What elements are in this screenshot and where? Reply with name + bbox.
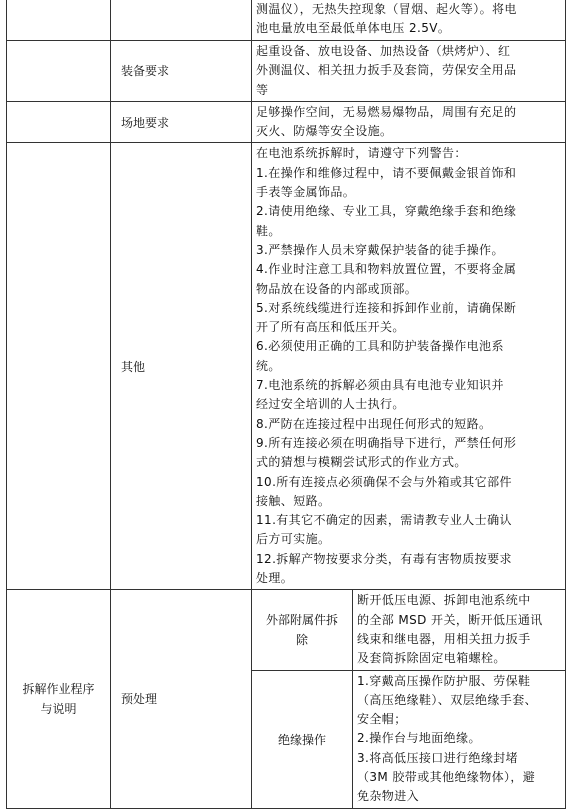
text-line: 外部附属件拆 (265, 612, 338, 627)
pretreatment-label: 预处理 (111, 590, 252, 808)
text-line: 11.有其它不确定的因素，需请教专业人士确认 (256, 513, 512, 528)
table-cell (111, 0, 252, 41)
text-line: 接触、短路。 (256, 493, 331, 508)
text-line: 灭火、防爆等安全设施。 (256, 124, 393, 139)
text-line: 足够操作空间，无易燃易爆物品，周围有充足的 (256, 104, 517, 119)
text-line: 手表等金属饰品。 (256, 185, 356, 200)
site-label: 场地要求 (111, 101, 252, 143)
text-line: 10.所有连接点必须确保不会与外箱或其它部件 (256, 474, 512, 489)
text-line: 4.作业时注意工具和物料放置位置，不要将金属 (256, 262, 517, 277)
text-line: 3.将高低压接口进行绝缘封堵 (357, 750, 519, 765)
text-line: 线束和继电器，用相关扭力扳手 (357, 631, 531, 646)
text-line: 的全部 MSD 开关，断开低压通讯 (357, 612, 543, 627)
text-line: 7.电池系统的拆解必须由具有电池专业知识并 (256, 378, 504, 393)
table-row (7, 41, 566, 102)
text-line: 起重设备、放电设备、加热设备（烘烤炉）、红 (256, 44, 511, 58)
text-line: 2.请使用绝缘、专业工具，穿戴绝缘手套和绝缘 (256, 204, 517, 219)
text-line: 物品放在设备的内部或顶部。 (256, 281, 418, 296)
text-line: （3M 胶带或其他绝缘物体），避 (357, 769, 536, 784)
table-row (7, 0, 566, 41)
insulation-label: 绝缘操作 (252, 670, 353, 808)
table-cell (7, 101, 111, 143)
text-line: 3.严禁操作人员未穿戴保护装备的徒手操作。 (256, 242, 504, 257)
warnings-text (252, 143, 566, 590)
text-line: 经过安全培训的人士执行。 (256, 397, 405, 412)
text-line: 池电量放电至最低单体电压 2.5V。 (256, 21, 451, 36)
table-cell (7, 143, 111, 590)
equipment-label: 装备要求 (111, 41, 252, 102)
text-line: 12.拆解产物按要求分类，有毒有害物质按要求 (256, 551, 512, 566)
text-line: 处理。 (256, 571, 294, 586)
text-line: 除 (295, 632, 308, 647)
other-label: 其他 (111, 143, 252, 590)
text-line: 拆解作业程序 (22, 681, 95, 696)
text-line: 免杂物进入 (357, 789, 420, 804)
text-line: 断开低压电源、拆卸电池系统中 (357, 593, 531, 608)
text-line: 2.操作台与地面绝缘。 (357, 731, 481, 746)
table-row (7, 143, 566, 590)
site-text (252, 101, 566, 143)
text-line: 5.对系统线缆进行连接和拆卸作业前，请确保断 (256, 300, 517, 315)
text-line: （高压绝缘鞋）、双层绝缘手套、 (357, 692, 538, 707)
text-line: 统。 (256, 358, 281, 373)
text-line: 8.严防在连接过程中出现任何形式的短路。 (256, 416, 492, 431)
text-line: 外测温仪、相关扭力扳手及套筒，劳保安全用品 (256, 63, 517, 78)
continuation-text (252, 0, 566, 41)
text-line: 1.在操作和维修过程中，请不要佩戴金银首饰和 (256, 165, 517, 180)
text-line: 后方可实施。 (256, 532, 331, 547)
text-line: 及套筒拆除固定电箱螺栓。 (357, 651, 506, 666)
insulation-text (353, 670, 566, 808)
table-cell (7, 41, 111, 102)
external-parts-label (252, 590, 353, 670)
text-line: 安全帽； (357, 712, 407, 727)
text-line: 开了所有高压和低压开关。 (256, 320, 405, 335)
text-line: 式的猜想与模糊尝试形式的作业方式。 (256, 455, 467, 470)
text-line: 1.穿戴高压操作防护服、劳保鞋 (357, 673, 531, 688)
procedure-section-label (7, 590, 111, 808)
text-line: 测温仪），无热失控现象（冒烟、起火等）。将电 (256, 2, 517, 16)
external-parts-text (353, 590, 566, 670)
text-line: 等 (256, 82, 269, 97)
table-row (7, 590, 566, 670)
text-line: 与说明 (40, 701, 77, 716)
text-line: 鞋。 (256, 223, 281, 238)
text-line: 在电池系统拆解时，请遵守下列警告： (256, 146, 467, 161)
text-line: 6.必须使用正确的工具和防护装备操作电池系 (256, 339, 504, 354)
table-cell (7, 0, 111, 41)
text-line: 9.所有连接必须在明确指导下进行，严禁任何形 (256, 435, 517, 450)
table-row (7, 101, 566, 143)
equipment-text (252, 41, 566, 102)
disassembly-spec-table (6, 0, 566, 809)
